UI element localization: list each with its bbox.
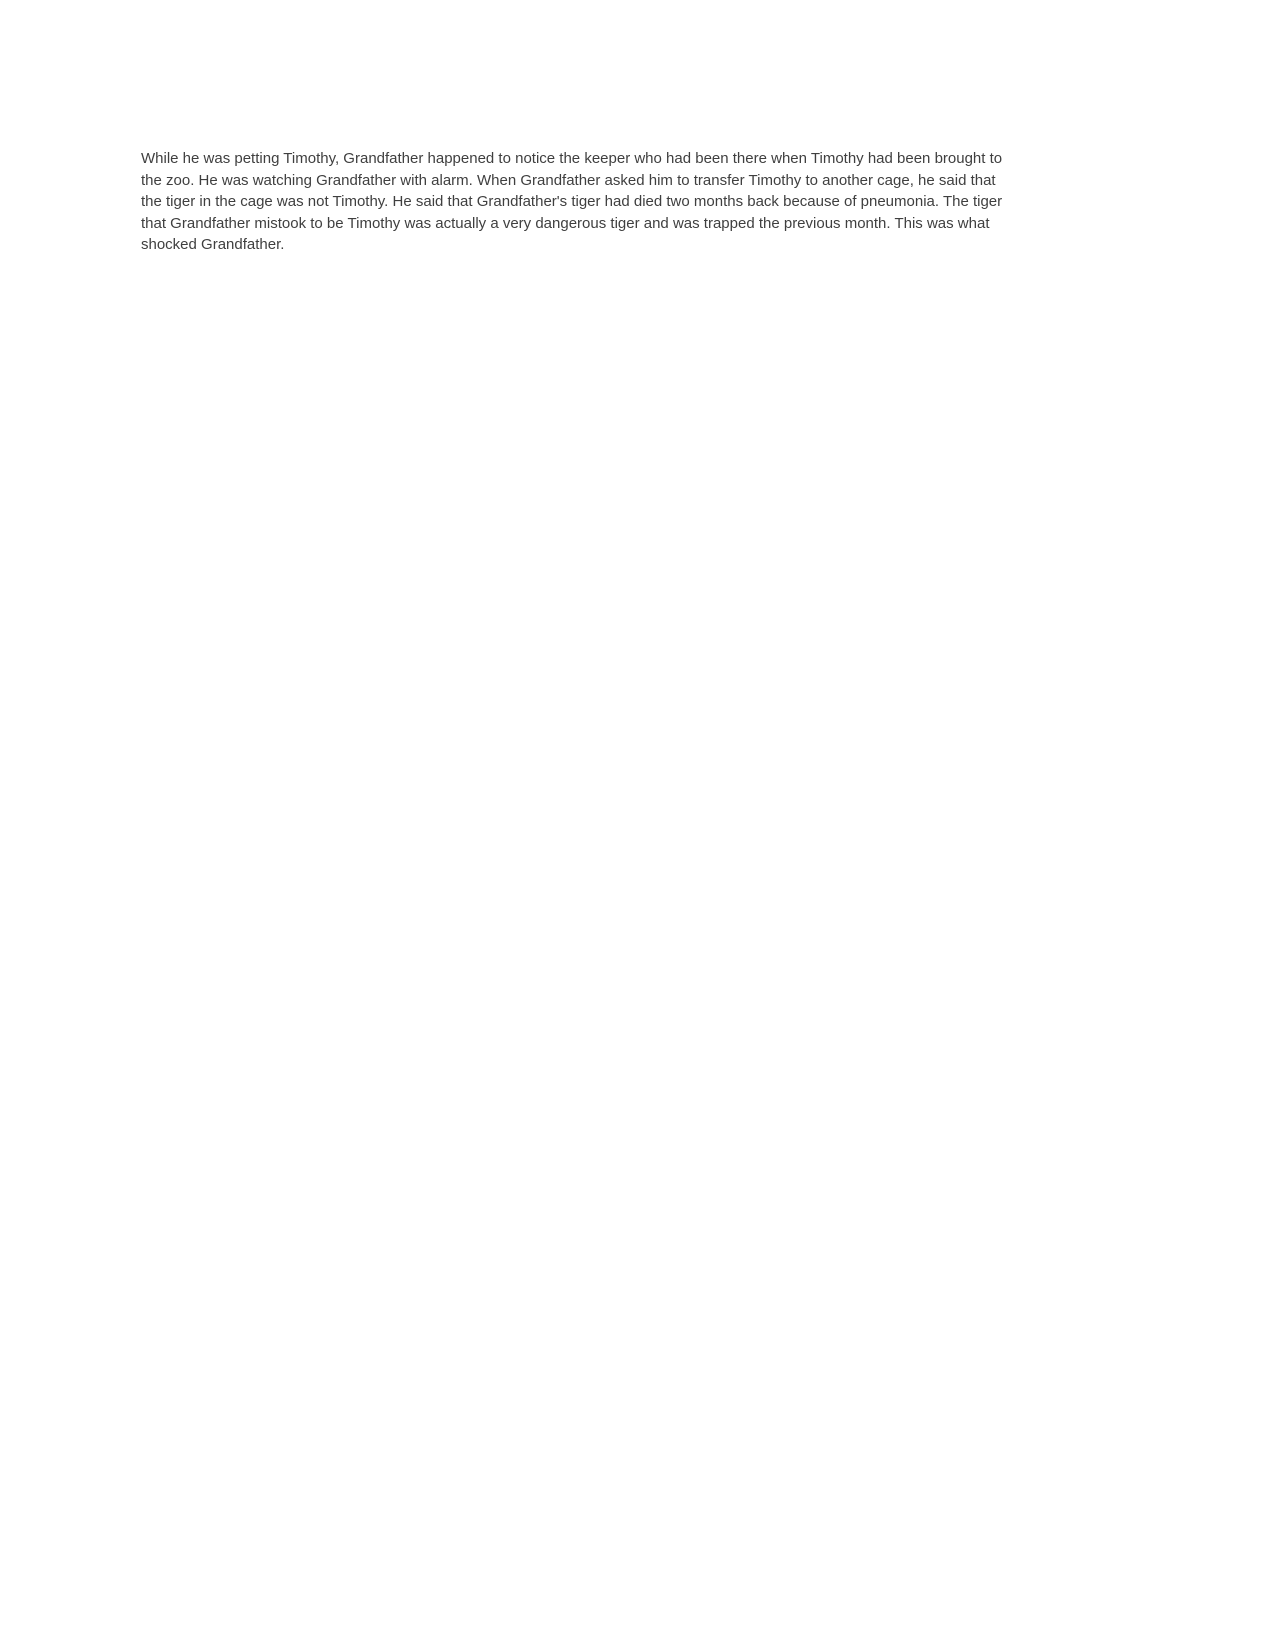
paragraph-line: that Grandfather mistook to be Timothy was actually a very dangerous tiger and was trapped the previous month. This was what — [141, 214, 990, 232]
paragraph-line: the zoo. He was watching Grandfather with alarm. When Grandfather asked him to transfer Timothy to another cage, he said that — [141, 171, 996, 189]
paragraph — [141, 148, 1141, 256]
paragraph-line: While he was petting Timothy, Grandfather happened to notice the keeper who had been there when Timothy had been brought to — [141, 150, 1003, 167]
paragraph-line: the tiger in the cage was not Timothy. He said that Grandfather's tiger had died two months back because of pneumonia. The tiger — [141, 193, 1003, 210]
paragraph-line: shocked Grandfather. — [141, 236, 285, 253]
